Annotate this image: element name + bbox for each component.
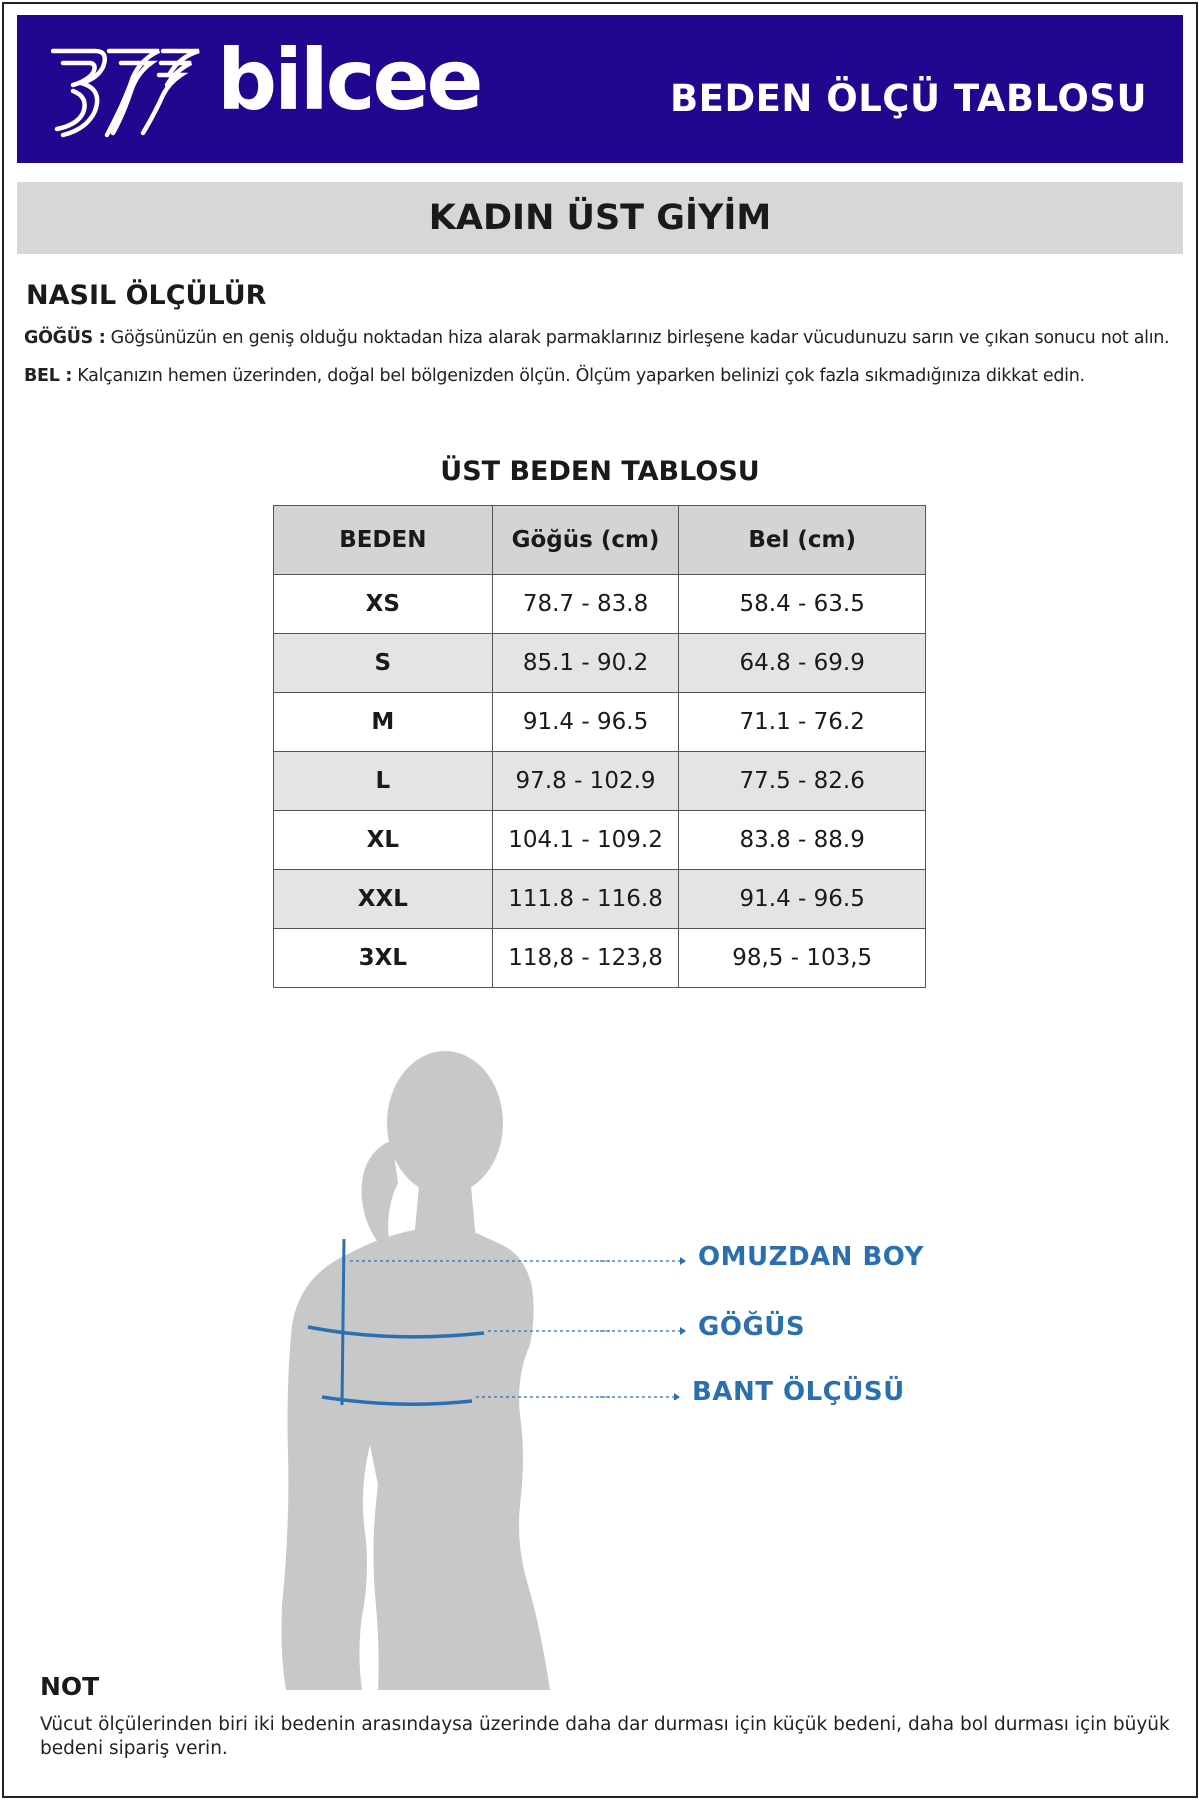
table-row [274,752,926,811]
note-title: NOT [40,1672,100,1701]
measure-instruction-waist [24,366,1085,386]
table-row [274,811,926,870]
table-row [274,929,926,988]
table-row [274,693,926,752]
label-chest: GÖĞÜS [698,1312,806,1342]
table-header-row [274,506,926,575]
table-row [274,575,926,634]
brand-name: bilcee [217,31,481,129]
waist-cell: 64.8 - 69.9 [679,634,926,693]
size-cell: XXL [274,870,493,929]
waist-cell: 83.8 - 88.9 [679,811,926,870]
instruction-text: Göğsünüzün en geniş olduğu noktadan hiza alarak parmaklarınız birleşene kadar vücudunuzu sarın ve çıkan sonucu not alın. [105,328,1170,348]
instruction-text: Kalçanızın hemen üzerinden, doğal bel bölgenizden ölçün. Ölçüm yaparken belinizi çok fazla sıkmadığınıza dikkat edin. [72,366,1085,386]
size-table [273,505,926,988]
table-row [274,634,926,693]
waist-cell: 58.4 - 63.5 [679,575,926,634]
wing-stripes-logo-icon [51,45,201,141]
chest-cell: 111.8 - 116.8 [492,870,679,929]
instruction-term: GÖĞÜS : [24,328,106,348]
chest-cell: 85.1 - 90.2 [492,634,679,693]
pointer-arrows [600,1240,690,1400]
chest-cell: 97.8 - 102.9 [492,752,679,811]
chest-cell: 78.7 - 83.8 [492,575,679,634]
table-row [274,870,926,929]
size-cell: L [274,752,493,811]
how-to-measure-title: NASIL ÖLÇÜLÜR [26,280,267,311]
chest-cell: 118,8 - 123,8 [492,929,679,988]
column-header-chest: Göğüs (cm) [492,506,679,575]
size-cell: XS [274,575,493,634]
measure-instruction-chest [24,328,1169,348]
waist-cell: 71.1 - 76.2 [679,693,926,752]
size-cell: 3XL [274,929,493,988]
column-header-size: BEDEN [274,506,493,575]
note-text: Vücut ölçülerinden biri iki bedenin arasındaysa üzerinde daha dar durması için küçük bedeni, daha bol durması için büyük bedeni sipariş verin. [40,1714,1170,1759]
waist-cell: 77.5 - 82.6 [679,752,926,811]
chest-cell: 91.4 - 96.5 [492,693,679,752]
category-band [17,182,1183,254]
body-silhouette-diagram [270,1025,610,1690]
size-cell: M [274,693,493,752]
label-shoulder-length: OMUZDAN BOY [698,1242,924,1272]
size-table-title: ÜST BEDEN TABLOSU [440,456,760,487]
header-banner [17,15,1183,163]
header-title: BEDEN ÖLÇÜ TABLOSU [669,77,1147,120]
chest-cell: 104.1 - 109.2 [492,811,679,870]
female-silhouette-icon [282,1051,551,1690]
column-header-waist: Bel (cm) [679,506,926,575]
size-cell: S [274,634,493,693]
waist-cell: 98,5 - 103,5 [679,929,926,988]
waist-cell: 91.4 - 96.5 [679,870,926,929]
label-band-size: BANT ÖLÇÜSÜ [692,1377,905,1407]
size-cell: XL [274,811,493,870]
instruction-term: BEL : [24,366,73,386]
category-title: KADIN ÜST GİYİM [428,198,772,238]
